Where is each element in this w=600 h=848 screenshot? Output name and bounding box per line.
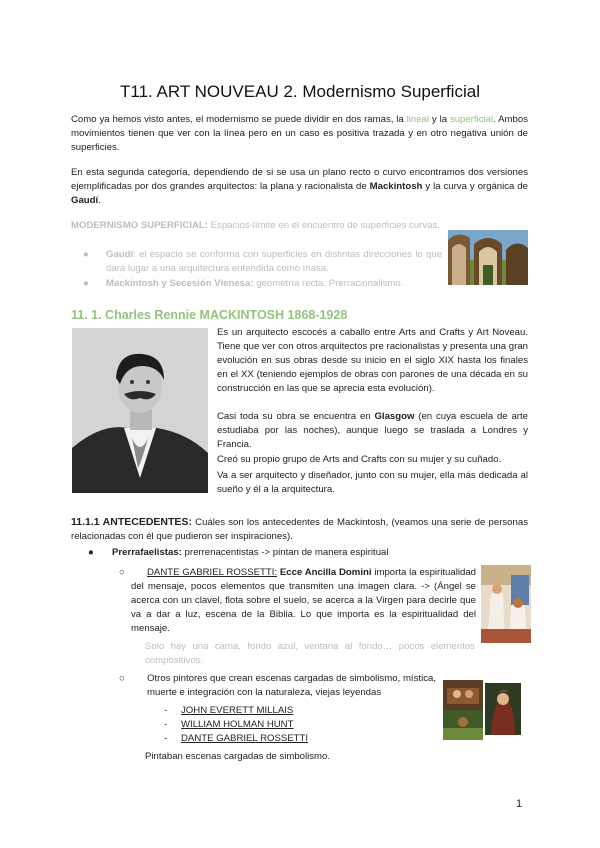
superficial-definition <box>71 219 441 233</box>
painter-name: WILLIAM HOLMAN HUNT <box>181 719 294 730</box>
painter-item <box>164 718 414 732</box>
painter-item <box>164 732 414 746</box>
bullet-bold: Mackintosh y Secesión Vienesa: <box>106 278 254 289</box>
otros-text: Otros pintores que crean escenas cargadas de simbolismo, mística, muerte e integración con la naturaleza, viejas leyendas <box>147 673 436 698</box>
text: Cuáles son los antecedentes de Mackintosh, (veamos una serie de personas relacionadas con él que pudieron ser inspiraciones). <box>71 517 528 542</box>
bullet-text: : el espacio se conforma con superficies en distintas direcciones lo que dará lugar a una arquitectura entendida como masa. <box>106 249 442 274</box>
mackintosh-portrait-image <box>72 328 208 493</box>
section-paragraph-2 <box>217 410 528 452</box>
term-superficial: superficial <box>449 114 494 125</box>
closing-text: Pintaban escenas cargadas de simbolismo. <box>145 751 331 762</box>
superficial-bullet-2 <box>83 277 442 291</box>
text: Espacios-límite en el encuentro de superficies curvas. <box>207 220 440 231</box>
text: Casi toda su obra se encuentra en <box>217 411 375 422</box>
painter-name: DANTE GABRIEL ROSSETTI <box>181 733 309 744</box>
rossetti-work: Ecce Ancilla Domini <box>279 567 372 578</box>
hunt-painting-image <box>443 710 483 740</box>
rossetti-item <box>119 566 476 636</box>
prerrafaelistas-bullet <box>88 546 522 560</box>
rossetti-name: DANTE GABRIEL ROSSETTI: <box>147 567 278 578</box>
bullet-text: prerrenacentistas -> pintan de manera espiritual <box>181 547 389 558</box>
antecedentes-label: 11.1.1 ANTECEDENTES: <box>71 516 192 528</box>
text: . Ambos movimientos tienen que ver con la línea pero en un caso es positiva trazada y en otro negativa unión de superficies. <box>71 114 528 153</box>
text: . <box>98 195 101 206</box>
painter-item <box>164 704 414 718</box>
dash-icon: - <box>164 719 168 730</box>
bullet-icon: ● <box>83 249 89 260</box>
term-lineal: lineal <box>406 114 430 125</box>
section-paragraph-1: Es un arquitecto escocés a caballo entre Arts and Crafts y Art Noveau. Tiene que ver con otros arquitectos pre racionalistas y presenta una gran evolución en sus obras desde su inicio en el siglo XIX hasta los finales en el XX (teniendo ejemplos de obras con parones de una década en su construcción en las que se aprecia esta evolución). <box>217 327 528 394</box>
millais-painting-image <box>443 680 483 710</box>
page-title: T11. ART NOUVEAU 2. Modernismo Superficial <box>120 82 480 101</box>
superficial-bullet-1 <box>83 248 442 276</box>
bullet-bold: Gaudí <box>106 249 134 260</box>
hollow-bullet-icon: ○ <box>119 567 125 578</box>
text: (en cuya escuela de arte estudiaba por las noches), aunque luego se traslada a Londres y Francia. <box>217 411 528 450</box>
intro-paragraph-1 <box>71 113 528 155</box>
ecce-ancilla-domini-image <box>481 565 531 643</box>
page-number: 1 <box>516 798 523 810</box>
text: y la curva y orgánica de <box>422 181 528 192</box>
gaudi-arches-image <box>448 230 528 285</box>
otros-pintores-item <box>119 672 436 700</box>
term-gaudi: Gaudí <box>71 195 99 206</box>
text: Como ya hemos visto antes, el modernismo se puede dividir en dos ramas, la <box>71 114 407 125</box>
section-heading: 11. 1. Charles Rennie MACKINTOSH 1868-1928 <box>71 308 348 322</box>
bullet-icon: ● <box>83 278 89 289</box>
section-paragraph-4: Va a ser arquitecto y diseñador, junto con su mujer, ella más dedicada al sueño y él a la arquitectura. <box>217 470 528 495</box>
painter-name: JOHN EVERETT MILLAIS <box>181 705 294 716</box>
section-paragraph-3: Creó su propio grupo de Arts and Crafts con su mujer y su cuñado. <box>217 454 502 465</box>
term-mackintosh: Mackintosh <box>369 181 423 192</box>
hollow-bullet-icon: ○ <box>119 673 125 684</box>
term-glasgow: Glasgow <box>374 411 415 422</box>
text: y la <box>429 114 450 125</box>
antecedentes-paragraph <box>71 515 528 544</box>
intro-paragraph-2 <box>71 166 528 208</box>
bullet-bold: Prerrafaelistas: <box>112 547 182 558</box>
dash-icon: - <box>164 705 168 716</box>
text: En esta segunda categoría, dependiendo de si se usa un plano recto o curvo encontramos dos versiones ejemplificadas por dos grandes arquitectos: la plana y racionalista de <box>71 167 528 192</box>
painter-list <box>164 704 414 746</box>
bullet-text: geometría recta. Prerracionalismo. <box>253 278 404 289</box>
rossetti-text: importa la espiritualidad del mensaje, pocos elementos que transmiten una imagen clara. -> (Ángel se acerca con un clavel, flota sobre el suelo, se acerca a la Virgen para decirle que va a dar a luz, escena de la Biblia. Lo que importa es la espiritualidad del mensaje. <box>131 567 476 634</box>
superficial-label: MODERNISMO SUPERFICIAL: <box>71 220 208 231</box>
rossetti-note: Solo hay una cama, fondo azul, ventana al fondo… pocos elementos compositivos. <box>145 641 475 666</box>
dash-icon: - <box>164 733 168 744</box>
rossetti-painting-image <box>485 683 521 735</box>
bullet-icon: ● <box>88 547 94 558</box>
